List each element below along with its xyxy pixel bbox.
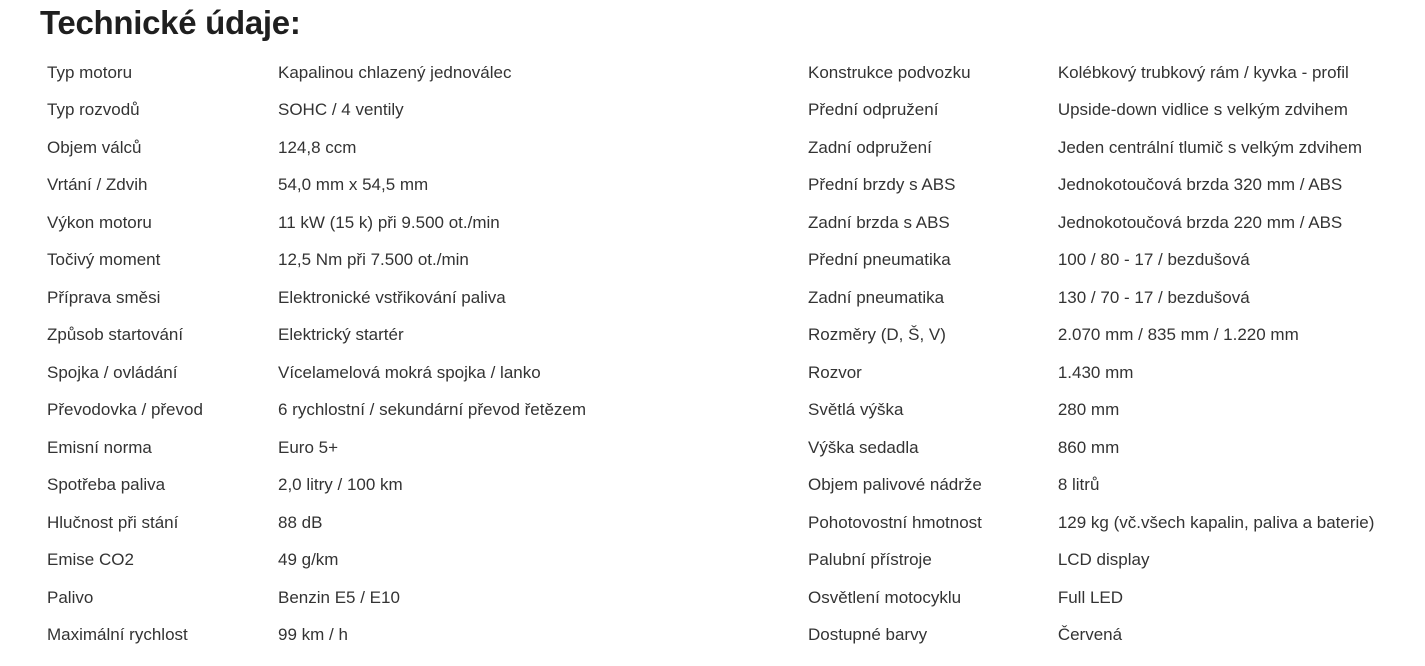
spec-label: Výkon motoru [47, 212, 152, 232]
table-row [800, 504, 1425, 542]
spec-value: Jeden centrální tlumič s velkým zdvihem [1057, 137, 1363, 157]
spec-label: Objem palivové nádrže [808, 475, 982, 495]
chassis-specs-table [800, 54, 1425, 654]
spec-label: Zadní brzda s ABS [808, 212, 950, 232]
table-row [800, 167, 1425, 205]
spec-value: 2.070 mm / 835 mm / 1.220 mm [1057, 325, 1299, 345]
spec-value: 280 mm [1057, 400, 1120, 420]
table-row [800, 429, 1425, 467]
table-row [39, 279, 766, 317]
spec-label: Výška sedadla [808, 437, 919, 457]
table-row [39, 504, 766, 542]
spec-value: SOHC / 4 ventily [278, 100, 404, 120]
spec-value: 8 litrů [1057, 475, 1100, 495]
spec-value: 99 km / h [278, 625, 348, 645]
table-row [39, 204, 766, 242]
table-row [800, 392, 1425, 430]
spec-label: Palubní přístroje [808, 550, 932, 570]
spec-label: Emise CO2 [47, 550, 134, 570]
spec-value: 124,8 ccm [278, 137, 357, 157]
spec-label: Maximální rychlost [47, 625, 188, 645]
table-row [39, 129, 766, 167]
spec-value: 2,0 litry / 100 km [278, 475, 403, 495]
engine-specs-body [39, 54, 766, 654]
spec-label: Vrtání / Zdvih [47, 175, 148, 195]
spec-value: Upside-down vidlice s velkým zdvihem [1057, 100, 1348, 120]
spec-value: LCD display [1057, 550, 1150, 570]
spec-value: 100 / 80 - 17 / bezdušová [1057, 250, 1250, 270]
table-row [39, 392, 766, 430]
spec-value: 6 rychlostní / sekundární převod řetězem [278, 400, 587, 420]
table-row [39, 467, 766, 505]
spec-value: 1.430 mm [1057, 362, 1134, 382]
table-row [800, 354, 1425, 392]
spec-value: 88 dB [278, 512, 323, 532]
chassis-specs-body [800, 54, 1425, 654]
table-row [39, 542, 766, 580]
spec-value: Elektrický startér [278, 325, 404, 345]
spec-value: Vícelamelová mokrá spojka / lanko [278, 362, 541, 382]
spec-label: Pohotovostní hmotnost [808, 512, 982, 532]
spec-label: Způsob startování [47, 325, 184, 345]
spec-value: 860 mm [1057, 437, 1120, 457]
spec-label: Přední odpružení [808, 100, 939, 120]
spec-value: Červená [1057, 625, 1123, 645]
table-row [39, 167, 766, 205]
table-row [800, 54, 1425, 92]
table-row [39, 54, 766, 92]
spec-label: Hlučnost při stání [47, 512, 179, 532]
spec-label: Objem válců [47, 137, 142, 157]
table-row [39, 317, 766, 355]
table-row [800, 579, 1425, 617]
table-row [800, 92, 1425, 130]
engine-specs-table [39, 54, 766, 654]
table-row [39, 242, 766, 280]
spec-label: Světlá výška [808, 400, 904, 420]
table-row [800, 542, 1425, 580]
table-row [800, 279, 1425, 317]
spec-label: Dostupné barvy [808, 625, 928, 645]
spec-value: 129 kg (vč.všech kapalin, paliva a baterie) [1057, 512, 1375, 532]
spec-value: Jednokotoučová brzda 220 mm / ABS [1057, 212, 1343, 232]
spec-label: Příprava směsi [47, 287, 161, 307]
spec-label: Přední brzdy s ABS [808, 175, 956, 195]
spec-value: Jednokotoučová brzda 320 mm / ABS [1057, 175, 1343, 195]
table-row [800, 204, 1425, 242]
spec-label: Rozměry (D, Š, V) [808, 325, 946, 345]
table-row [800, 129, 1425, 167]
table-row [39, 429, 766, 467]
spec-label: Přední pneumatika [808, 250, 951, 270]
table-row [800, 467, 1425, 505]
table-row [39, 617, 766, 655]
spec-value: 54,0 mm x 54,5 mm [278, 175, 429, 195]
spec-label: Zadní pneumatika [808, 287, 945, 307]
spec-label: Spotřeba paliva [47, 475, 166, 495]
spec-label: Typ motoru [47, 62, 133, 82]
spec-value: Euro 5+ [278, 437, 339, 457]
table-row [800, 617, 1425, 655]
spec-label: Převodovka / převod [47, 400, 203, 420]
spec-label: Palivo [47, 587, 94, 607]
spec-label: Točivý moment [47, 250, 161, 270]
table-row [800, 317, 1425, 355]
spec-value: Elektronické vstřikování paliva [278, 287, 506, 307]
spec-label: Emisní norma [47, 437, 152, 457]
spec-label: Spojka / ovládání [47, 362, 178, 382]
spec-value: Benzin E5 / E10 [278, 587, 400, 607]
spec-label: Osvětlení motocyklu [808, 587, 962, 607]
spec-value: 12,5 Nm při 7.500 ot./min [278, 250, 469, 270]
page-title: Technické údaje: [40, 4, 301, 41]
spec-value: Full LED [1057, 587, 1124, 607]
spec-label: Zadní odpružení [808, 137, 932, 157]
spec-label: Konstrukce podvozku [808, 62, 971, 82]
spec-value: 11 kW (15 k) při 9.500 ot./min [278, 212, 500, 232]
spec-value: 130 / 70 - 17 / bezdušová [1057, 287, 1250, 307]
table-row [800, 242, 1425, 280]
spec-value: Kapalinou chlazený jednoválec [278, 62, 512, 82]
spec-value: 49 g/km [278, 550, 339, 570]
table-row [39, 579, 766, 617]
table-row [39, 354, 766, 392]
spec-value: Kolébkový trubkový rám / kyvka - profil [1057, 62, 1349, 82]
table-row [39, 92, 766, 130]
spec-label: Rozvor [808, 362, 862, 382]
spec-label: Typ rozvodů [47, 100, 140, 120]
